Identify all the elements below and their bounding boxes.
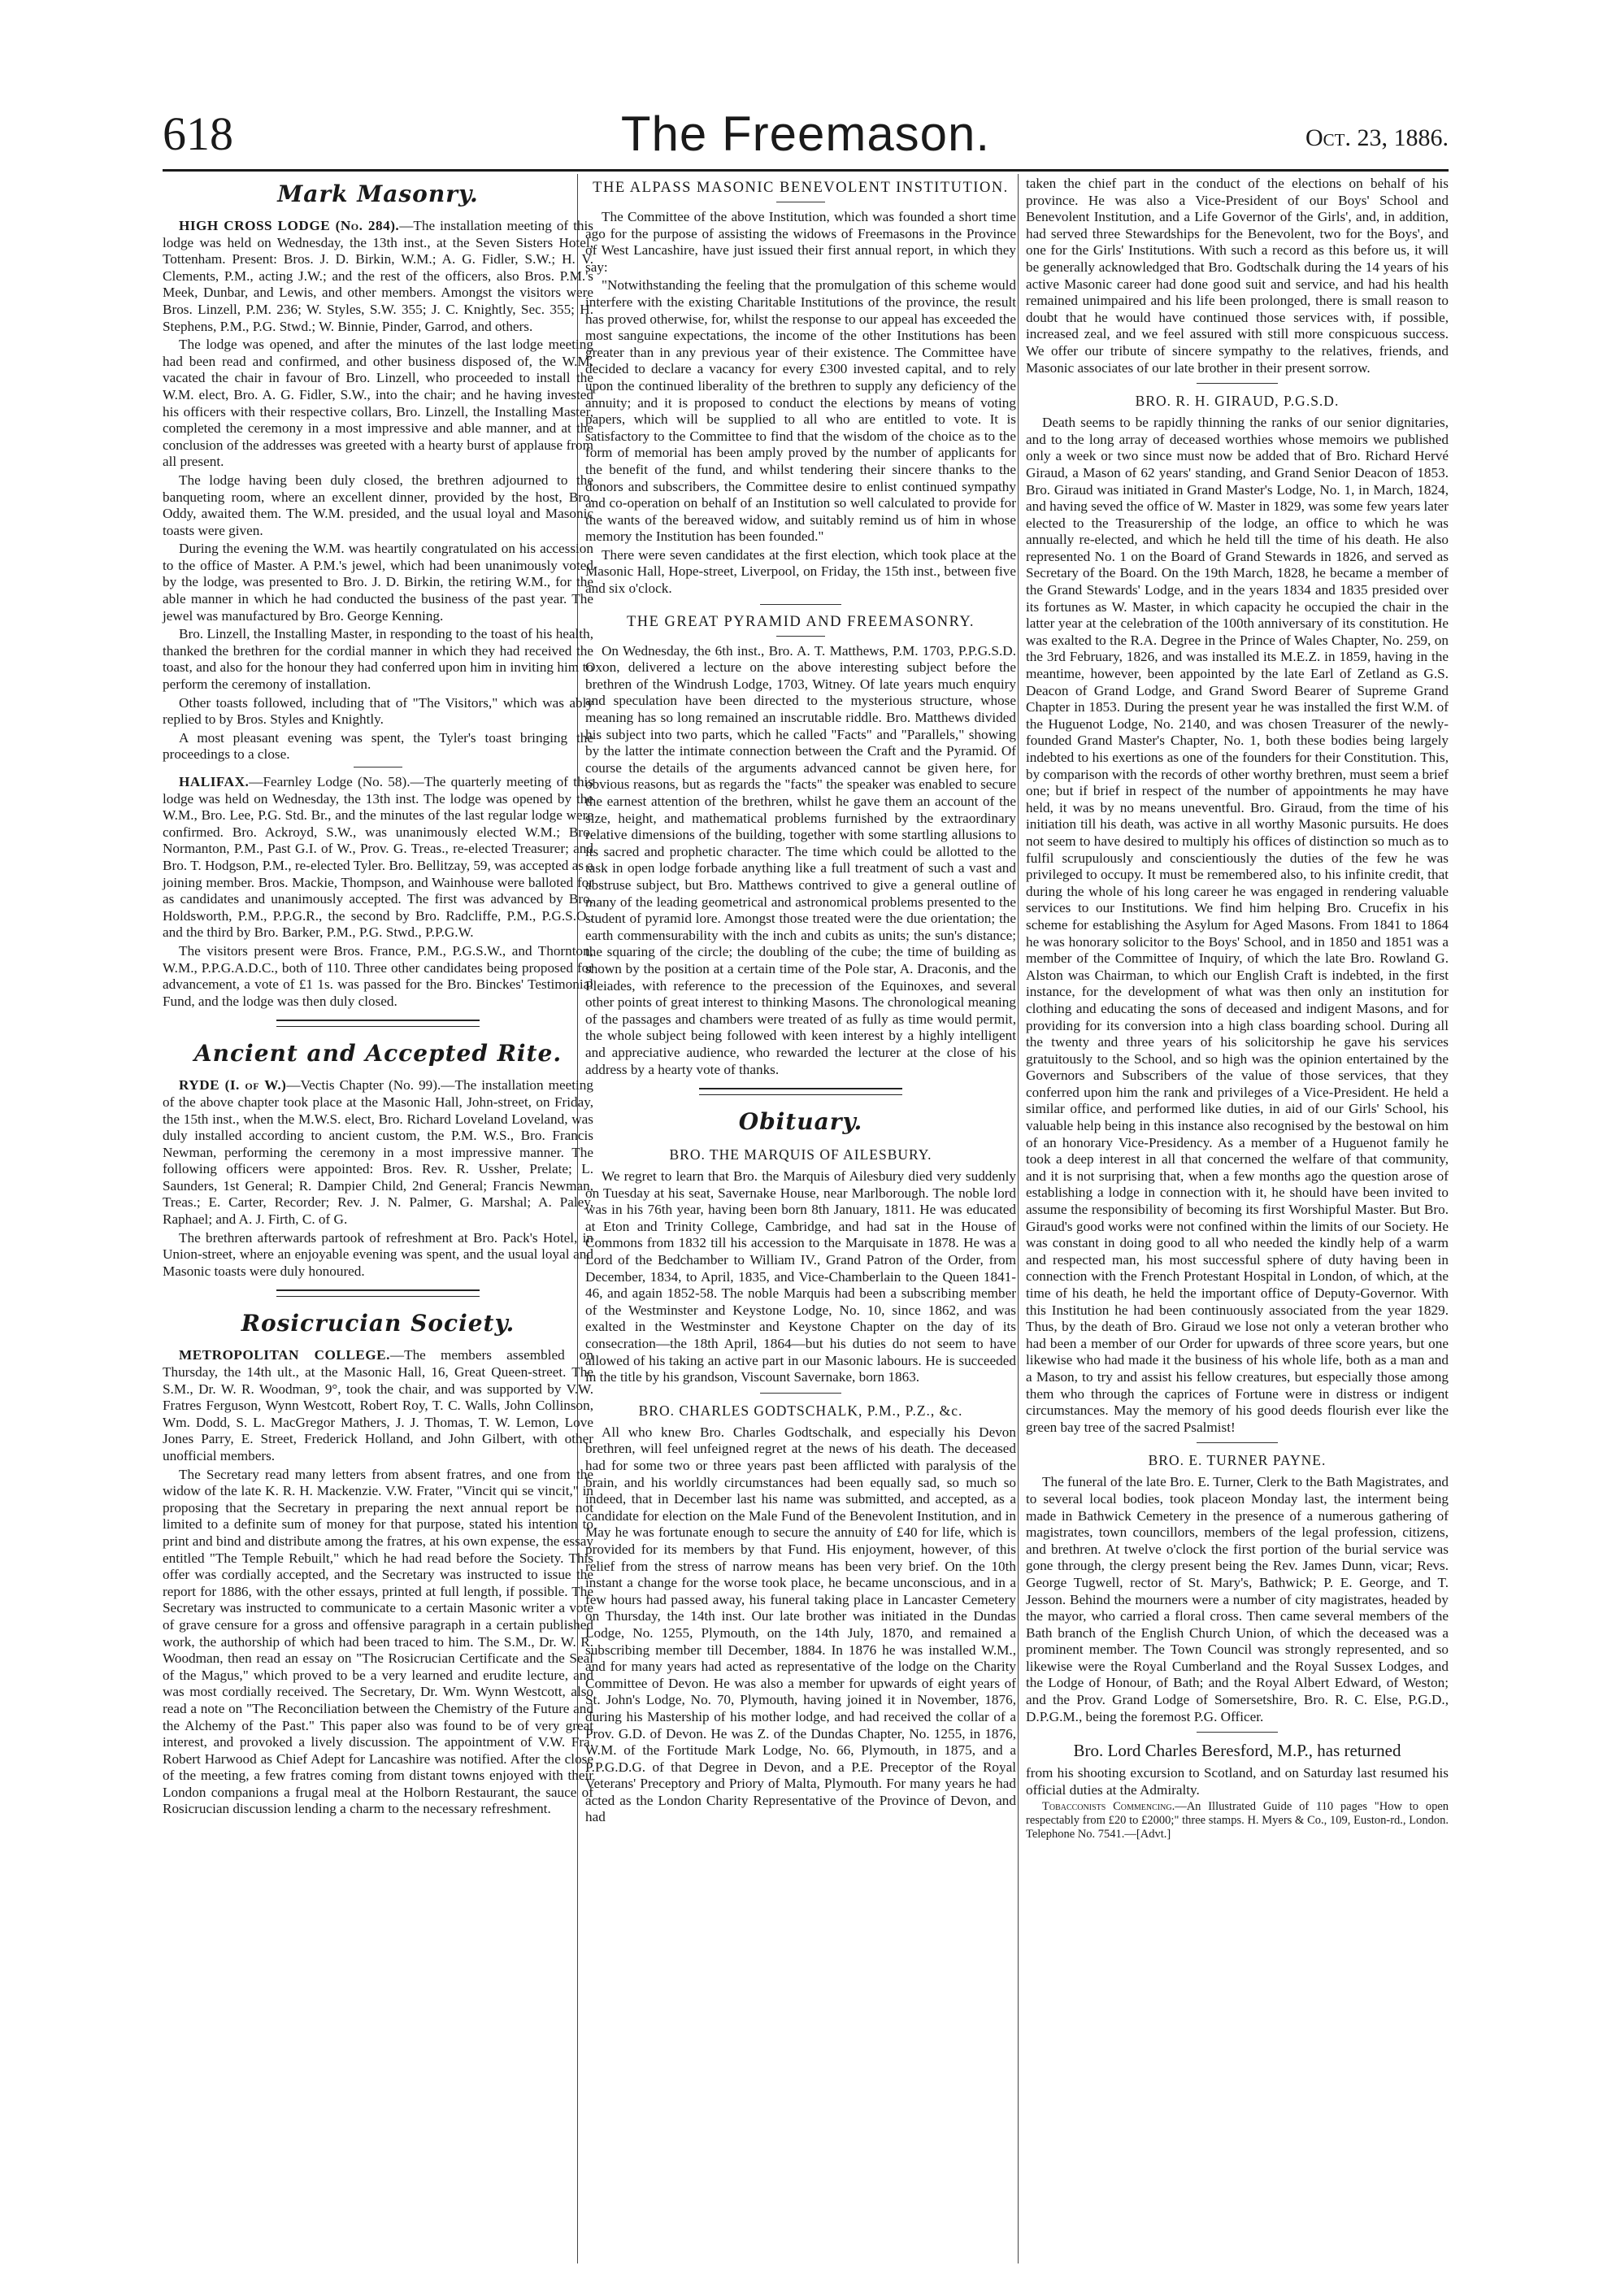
article-heading-great-pyramid: THE GREAT PYRAMID AND FREEMASONRY. xyxy=(626,613,975,630)
section-divider xyxy=(699,1088,902,1095)
section-heading-rosicrucian-society: Rosicrucian Society. xyxy=(241,1310,515,1337)
paragraph xyxy=(163,1347,593,1464)
paragraph: Bro. Linzell, the Installing Master, in responding to the toast of his health, thanked the brethren for the cordial manner in which they had received the toast, and also for the honour they had conferred upon him in inviting him to perform the ceremony of installation. xyxy=(163,626,593,693)
paragraph: The Secretary read many letters from absent fratres, and one from the widow of the late K. R. H. Mackenzie. V.W. Frater, "Vincit qui se vincit," in proposing that the Secretary in preparing the next annual report be not limited to a definite sum of money for that purpose, stated his intention to print and bind and distribute among the fratres, at his own expense, the essay entitled "The Temple Rebuilt," which he had read before the Society. This offer was cordially accepted, and the Secretary was instructed to issue the report for 1886, with the other essays, printed at full length, if possible. The Secretary was instructed to communicate to a certain Masonic writer a vote of grave censure for a gross and offensive paragraph in a certain published work, the authorship of which had been traced to him. The S.M., Dr. W. R. Woodman, then read an essay on "The Rosicrucian Certificate and the Seal of the Magus," which proved to be a very learned and erudite lecture, and was most cordially received. The Secretary, Dr. Wm. Wynn Westcott, also read a note on "The Reconciliation between the Chemistry of the Future and the Alchemy of the Past." This paper also was found to be of very great interest, and provoked a lively discussion. The appointment of V.W. Fra. Robert Harwood as Chief Adept for Lancashire was notified. After the close of the meeting, a few fratres coming from distant towns enjoyed with their London companions a frugal meal at the Holborn Restaurant, the sauce of Rosicrucian discussion lending a charm to the necessary refreshment. xyxy=(163,1466,593,1817)
paragraph: The visitors present were Bros. France, P.M., P.G.S.W., and Thornton, W.M., P.P.G.A.D.C., both of 110. Three other candidates being proposed for advancement, a vote of £1 1s. was passed for the Bro. Binckes' Testimonial Fund, and the lodge was then duly closed. xyxy=(163,942,593,1009)
section-heading-mark-masonry: Mark Masonry. xyxy=(277,180,479,207)
paragraph xyxy=(163,774,593,941)
obituary-divider xyxy=(1197,383,1278,384)
paragraph: Death seems to be rapidly thinning the ranks of our senior dignitaries, and to the long array of deceased worthies whose memoirs we published only a week or two since must now be added that of Bro. Richard Hervé Giraud, a Mason of 62 years' standing, and Grand Senior Deacon of 1853. Bro. Giraud was initiated in Grand Master's Lodge, No. 1, in March, 1824, and having seved the office of W. Master in 1829, was some few years later elected to the Treasurership of the lodge, an office to which he was annually re-elected, and which he held till the time of his death. He also represented No. 1 on the Board of Grand Stewards in 1826, and served as Secretary of the Board. On the 19th March, 1828, he became a member of the Grand Stewards' Lodge, and in the years 1834 and 1835 presided over its fortunes as W. Master, in which capacity he occupied the chair in the latter year at the celebration of the 100th anniversary of its constitution. He was exalted to the R.A. Degree in the Prince of Wales Chapter, No. 259, on the 3rd February, 1826, and was installed its M.E.Z. in 1859, having in the meantime, however, been appointed by the late Earl of Zetland as G.S. Deacon of Grand Lodge, and Grand Sword Bearer of Supreme Grand Chapter in 1853. During the present year he was installed the first W.M. of the Huguenot Lodge, No. 2140, and was chosen Treasurer of the newly-founded Grand Master's Chapter, No. 1, both these bodies being largely indebted to his exertions as one of the founders for their Constitution. This, by comparison with the records of other worthy brethren, must seem a brief one; but if brief in respect of the number of appointments he may have held, it was by no means uneventful. Bro. Giraud, from the time of his initiation till his death, was active in all worthy Masonic pursuits. He does not seem to have desired to multiply his offices of distinction so much as to fulfil scrupulously and conscientiously the duties of the few he was privileged to occupy. It must be remembered also, to his infinite credit, that during the whole of his long career he was engaged in rendering valuable services to our Institutions. We find him helping Bro. Crucefix in his scheme for establishing the Asylum for Aged Masons. From 1841 to 1864 he was honorary solicitor to the Boys' School, and in 1850 and 1851 was a member of the Committee of Inquiry, of which the late Bro. Rowland G. Alston was Chairman, to which our English Craft is indebted, in the first instance, for the development of what was then only an institution for clothing and educating the sons of deceased and indigent Masons, and for providing for its conversion into a high class boarding school. During all the twenty and three years of his solicitorship he gave his services gratuitously to the School, and so high was the opinion entertained by the Governors and Subscribers of the value of those services, that they conferred upon him the rank and privileges of a Vice-President. He held a similar office, and performed like duties, in aid of our Girls' School, his valuable help being in this instance also recognised by the bestowal on him of an honorary Vice-Presidency. As a member of a Huguenot family he took a deep interest in all that concerned the welfare of that community, and it is not surprising that, when a few months ago the question arose of establishing a lodge in connection with it, he should have been invited to assume the responsibility of becoming its first Worshipful Master. But Bro. Giraud's good works were not confined within the limits of our Society. He was constant in doing good to all who needed the kindly help of a warm and respected man, his most successful sphere of duty having been in connection with the French Protestant Hospital in London, of which, at the time of his death, he held the important office of Deputy-Governor. With this Institution he had been continuously associated from the year 1829. Thus, by the death of Bro. Giraud we lose not only a veteran brother who had been a member of our Order for upwards of three score years, but one likewise who had made it the business of his whole life, both as a man and a Mason, to try and assist his fellow creatures, but especially those among them who through the caprices of Fortune were in distress or indigent circumstances. May the memory of his good deeds flourish ever like the green bay tree of the sacred Psalmist! xyxy=(1026,415,1449,1435)
paragraph: The lodge having been duly closed, the brethren adjourned to the banqueting room, where an excellent dinner, provided by the host, Bro. Oddy, awaited them. The W.M. presided, and the usual loyal and Masonic toasts were given. xyxy=(163,472,593,538)
obituary-heading-ailesbury: BRO. THE MARQUIS OF AILESBURY. xyxy=(669,1146,932,1163)
beresford-notice-lead: Bro. Lord Charles Beresford, M.P., has returned xyxy=(1073,1741,1401,1761)
paragraph xyxy=(163,1077,593,1228)
page-number: 618 xyxy=(163,107,233,160)
paragraph: A most pleasant evening was spent, the Tyler's toast bringing the proceedings to a close. xyxy=(163,729,593,763)
section-heading-obituary: Obituary. xyxy=(738,1108,863,1136)
heading-rule xyxy=(776,636,825,637)
paragraph: All who knew Bro. Charles Godtschalk, and especially his Devon brethren, will feel unfeigned regret at the news of his death. The deceased had for some two or three years past been afflicted with paralysis of the brain, and his worldly circumstances had been equally sad, so much so indeed, that in December last his name was submitted, and accepted, as a candidate for election on the Male Fund of the Benevolent Institution, and in May he was fortunate enough to secure the annuity of £40 for life, which is provided for its members by that Fund. His enjoyment, however, of this relief from the stress of narrow means has been very brief. On the 10th instant a change for the worse took place, he became unconscious, and in a few hours had passed away, his funeral taking place in Lancaster Cemetery on Thursday, the 14th inst. Our late brother was initiated in the Dundas Lodge, No. 1255, Plymouth, on the 14th July, 1870, and remained a subscribing member till December, 1884. In 1876 he was installed W.M., and for many years had acted as representative of the lodge on the Charity Committee of Devon. He was also a member for upwards of eight years of St. John's Lodge, No. 70, Plymouth, having joined it in November, 1876, during his Mastership of his mother lodge, and had received the collar of a Prov. G.D. of Devon. He was Z. of the Dundas Chapter, No. 1255, in 1876, W.M. of the Fortitude Mark Lodge, No. 66, Plymouth, in 1875, and a P.P.G.D.G. of that Degree in Devon, and a P.E. Preceptor of the Royal Veterans' Preceptory and Priory of Malta, Plymouth. For many years he had acted as the London Charity Representative of the Province of Devon, and had xyxy=(585,1424,1016,1825)
paragraph-text: —Fearnley Lodge (No. 58).—The quarterly meeting of this lodge was held on Wednesday, the 13th inst. The lodge was opened by the W.M., Bro. Lee, P.G. Std. Br., and the minutes of the last regular lodge were confirmed. Bro. Ackroyd, S.W., was unanimously elected W.M.; Bro. Normanton, P.M., Past G.I. of W., Prov. G. Treas., re-elected Treasurer; and Bro. T. Hodgson, P.M., re-elected Tyler. Bro. Bellitzay, 59, was accepted as a joining member. Bros. Mackie, Thompson, and Wainhouse were balloted for as candidates and unanimously accepted. The first was advanced by Bro. Holdsworth, P.M., P.P.G.R., the second by Bro. Radcliffe, P.M., P.G.S.O., and the third by Bro. Barker, P.M., P.G. Stwd., P.P.G.W. xyxy=(163,774,593,941)
paragraph: "Notwithstanding the feeling that the promulgation of this scheme would interfere with the existing Charitable Institutions of the province, the result has proved otherwise, for, whilst the response to our appeal has exceeded the most sanguine expectations, the income of the other Institutions has been greater than in any previous year of their existence. The Committee have decided to declare a vacancy for every £300 invested capital, and to rely upon the continued liberality of the brethren to supply any deficiency of the annuity; and it is proposed to conduct the elections by means of voting papers, which will be supplied to all who are entitled to vote. It is satisfactory to the Committee to find that the wisdom of the choice as to the form of memorial has been amply proved by the number of applicants for the benefit of the fund, and whilst tendering their sincere thanks to the donors and subscribers, the Committee desire to enlist continued sympathy and co-operation on behalf of an Institution so well calculated to provide for the wants of the bereaved widow, and suitably remind us of him in whose memory the Institution has been founded." xyxy=(585,277,1016,545)
article-divider xyxy=(1197,1732,1278,1733)
issue-date: Oct. 23, 1886. xyxy=(1305,124,1449,151)
article-divider xyxy=(760,604,841,605)
paragraph: We regret to learn that Bro. the Marquis of Ailesbury died very suddenly on Tuesday at his seat, Savernake House, near Marlborough. The noble lord was in his 76th year, having been born 8th January, 1811. He was educated at Eton and Trinity College, Cambridge, and had sat in the House of Commons from 1832 till his accession to the Marquisate in 1878. He was a Lord of the Bedchamber to William IV., Grand Patron of the Order, from December, 1834, to April, 1835, and Vice-Chamberlain to the Queen 1841-46, and again 1852-58. The noble Marquis had been a subscribing member of the Westminster and Keystone Lodge, No. 10, since 1862, and was exalted in the Westminster and Keystone Chapter on the day of its consecration—the 18th April, 1864—but his duties do not seem to have allowed of his taking an active part in our Masonic labours. He is succeeded in the title by his grandson, Viscount Savernake, born 1863. xyxy=(585,1168,1016,1385)
paragraph: from his shooting excursion to Scotland, and on Saturday last resumed his official duties at the Admiralty. xyxy=(1026,1765,1449,1798)
paragraph-text: —Vectis Chapter (No. 99).—The installation meeting of the above chapter took place at the Masonic Hall, John-street, on Friday, the 15th inst., when the M.W.S. elect, Bro. Richard Loveland Loveland, was duly installed according to ancient custom, the P.M. W.S., Bro. Francis Newman, performing the ceremony in a most impressive manner. The following officers were appointed: Bros. Rev. R. Ussher, Prelate; L. Saunders, 1st General; R. Dampier Child, 2nd General; Francis Newman, Treas.; E. Carter, Recorder; Rev. J. N. Palmer, G. Marshal; A. Paley, Raphael; and A. J. Firth, C. of G. xyxy=(163,1077,593,1228)
column-divider xyxy=(1018,174,1019,2263)
paragraph: There were seven candidates at the first election, which took place at the Masonic Hall, Hope-street, Liverpool, on Friday, the 15th inst., between five and six o'clock. xyxy=(585,546,1016,597)
article-lead: HIGH CROSS LODGE (No. 284). xyxy=(179,218,400,233)
paragraph: taken the chief part in the conduct of the elections on behalf of his province. He was also a Vice-President of our Boys' School and Benevolent Institution, and a Life Governor of the Girls', and, in addition, had served three Stewardships for the Benevolent, two for the Boys', and one for the Girls' Institutions. With such a record as this before us, it will be generally acknowledged that Bro. Godtschalk during the 14 years of his active Masonic career had done good suit and service, and had his health remained unimpaired and his life been prolonged, there is small reason to doubt that he would have continued those services with, if possible, increased zeal, and we feel assured with still more conspicuous success. We offer our tribute of sincere sympathy to the relatives, friends, and Masonic associates of our late brother in their present sorrow. xyxy=(1026,176,1449,376)
advertisement-lead: Tobacconists Commencing. xyxy=(1042,1800,1175,1814)
paragraph: The Committee of the above Institution, which was founded a short time ago for the purpose of assisting the widows of Freemasons in the Province of West Lancashire, have just issued their first annual report, in which they say: xyxy=(585,209,1016,275)
paragraph: The lodge was opened, and after the minutes of the last lodge meeting had been read and confirmed, and other business disposed of, the W.M. vacated the chair in favour of Bro. Linzell, who proceeded to install the W.M. elect, Bro. A. G. Fidler, S.W., into the chair; and he having invested his officers with their respective collars, Bro. Linzell, the Installing Master, completed the ceremony in a most impressive and able manner, and at the conclusion of the addresses was greeted with a hearty burst of applause from all present. xyxy=(163,337,593,470)
paragraph: On Wednesday, the 6th inst., Bro. A. T. Matthews, P.M. 1703, P.P.G.S.D. Oxon, delivered a lecture on the above interesting subject before the brethren of the Windrush Lodge, 1703, Witney. Of late years much enquiry and speculation have been directed to the mysterious structure, whose meaning has so long remained an inscrutable riddle. Bro. Matthews divided his subject into two parts, which he called "Facts" and "Parallels," showing by the latter the intimate connection between the Craft and the Pyramid. Of course the details of the arguments advanced cannot be given here, for obvious reasons, but as regards the "facts" the speaker was enabled to secure the earnest attention of the brethren, whilst he gave them an account of the size, height, and mathematical problems furnished by the extraordinary relative dimensions of the building, together with some startling allusions to its sacred and prophetic character. The time which could be allotted to the task in open lodge forbade anything like a full treatment of such a vast and abstruse subject, but Bro. Matthews contrived to give a general outline of many of the leading geometrical and astronomical problems presented to the student of pyramid lore. Amongst those treated were the due orientation; the earth commensurability with the inch and cubits as units; the sun's distance; the squaring of the circle; the doubling of the cube; the time of building as shown by the position at a certain time of the Pole star, A. Draconis, and the Pleiades, with reference to the precession of the Equinoxes, and several other points of great interest to thinking Masons. The chronological meaning of the passages and chambers were treated of as fully as time would permit, the whole subject being followed with keen interest by a highly intelligent and appreciative audience, who rewarded the lecturer at the close of his address by a hearty vote of thanks. xyxy=(585,642,1016,1077)
article-lead: METROPOLITAN COLLEGE. xyxy=(179,1347,390,1363)
obituary-heading-giraud: BRO. R. H. GIRAUD, P.G.S.D. xyxy=(1135,393,1340,410)
advertisement-text: —An Illustrated Guide of 110 pages "How to open respectably from £20 to £2000;" three stamps. H. Myers & Co., 109, Euston-rd., London. Telephone No. 7541.—[Advt.] xyxy=(1026,1800,1449,1842)
masthead xyxy=(163,106,1449,167)
paragraph: During the evening the W.M. was heartily congratulated on his accession to the office of Master. A P.M.'s jewel, which had been unanimously voted by the lodge, was presented to Bro. J. D. Birkin, the retiring W.M., for the able manner in which he had conducted the business of the past year. The jewel was manufactured by Bro. George Kenning. xyxy=(163,541,593,624)
section-heading-ancient-accepted-rite: Ancient and Accepted Rite. xyxy=(193,1040,563,1068)
paragraph: Other toasts followed, including that of "The Visitors," which was ably replied to by Bros. Styles and Knightly. xyxy=(163,694,593,728)
column-1 xyxy=(163,176,593,1820)
paragraph xyxy=(163,218,593,335)
paragraph: The brethren afterwards partook of refreshment at Bro. Pack's Hotel, in Union-street, where an enjoyable evening was spent, and the usual loyal and Masonic toasts were duly honoured. xyxy=(163,1229,593,1279)
article-divider xyxy=(354,767,402,768)
section-divider xyxy=(276,1289,480,1297)
section-divider xyxy=(276,1020,480,1027)
masthead-rule xyxy=(163,169,1449,172)
column-2 xyxy=(585,176,1016,1828)
paragraph-text: —The installation meeting of this lodge was held on Wednesday, the 13th inst., at the Seven Sisters Hotel, Tottenham. Present: Bros. J. D. Birkin, W.M.; A. G. Fidler, S.W.; H. V. Clements, P.M., acting J.W.; and the rest of the officers, also Bros. P.M.'s Meek, Dunbar, and Lewis, and other members. Amongst the visitors were Bros. Linzell, P.M. 236; W. Styles, S.W. 355; J. C. Knightly, Sec. 355; H. Stephens, P.M., P.G. Stwd.; W. Binnie, Pinder, Garrod, and others. xyxy=(163,218,593,334)
paragraph-text: —The members assembled on Thursday, the 14th ult., at the Masonic Hall, 16, Great Queen-street. The S.M., Dr. W. R. Woodman, 9°, took the chair, and was supported by V.W. Fratres Ferguson, Wynn Westcott, Robert Roy, T. C. Walls, John Collinson, Wm. Dodd, S. L. MacGregor Mathers, J. J. Thomas, T. W. Lemon, Love Jones Parry, E. Street, Frederick Holland, and John Gilbert, with other unofficial members. xyxy=(163,1347,593,1463)
article-lead: RYDE (I. of W.) xyxy=(179,1077,287,1094)
advertisement xyxy=(1026,1800,1449,1842)
article-lead: HALIFAX. xyxy=(179,774,250,789)
paper-title: The Freemason. xyxy=(620,107,991,161)
obituary-heading-godtschalk: BRO. CHARLES GODTSCHALK, P.M., P.Z., &c. xyxy=(638,1402,963,1419)
obituary-divider xyxy=(1197,1442,1278,1443)
paragraph: The funeral of the late Bro. E. Turner, Clerk to the Bath Magistrates, and to several local bodies, took placeon Monday last, the interment being made in Bathwick Cemetery in the presence of a numerous gathering of magistrates, town councillors, members of the legal profession, citizens, and brethren. At twelve o'clock the first portion of the burial service was gone through, the clergy present being the Rev. James Dunn, vicar; Revs. George Tugwell, rector of St. Mary's, Bathwick; P. E. George, and T. Jesson. Behind the mourners were a number of city magistrates, headed by the mayor, who carried a floral cross. Then came several members of the Bath branch of the English Church Union, of which the deceased was a prominent member. The Town Council was strongly represented, and so likewise were the Royal Cumberland and the Royal Sussex Lodges, and the Lodge of Honour, of Bath; and the Royal Albert Edward, of Weston; and the Prov. Grand Lodge of Somersetshire, Bro. R. C. Else, P.G.D., D.P.G.M., being the foremost P.G. Officer. xyxy=(1026,1474,1449,1724)
article-heading-alpass: THE ALPASS MASONIC BENEVOLENT INSTITUTION. xyxy=(593,180,1009,196)
obituary-divider xyxy=(760,1393,841,1394)
column-3 xyxy=(1026,176,1449,1843)
obituary-heading-turner-payne: BRO. E. TURNER PAYNE. xyxy=(1148,1452,1327,1469)
